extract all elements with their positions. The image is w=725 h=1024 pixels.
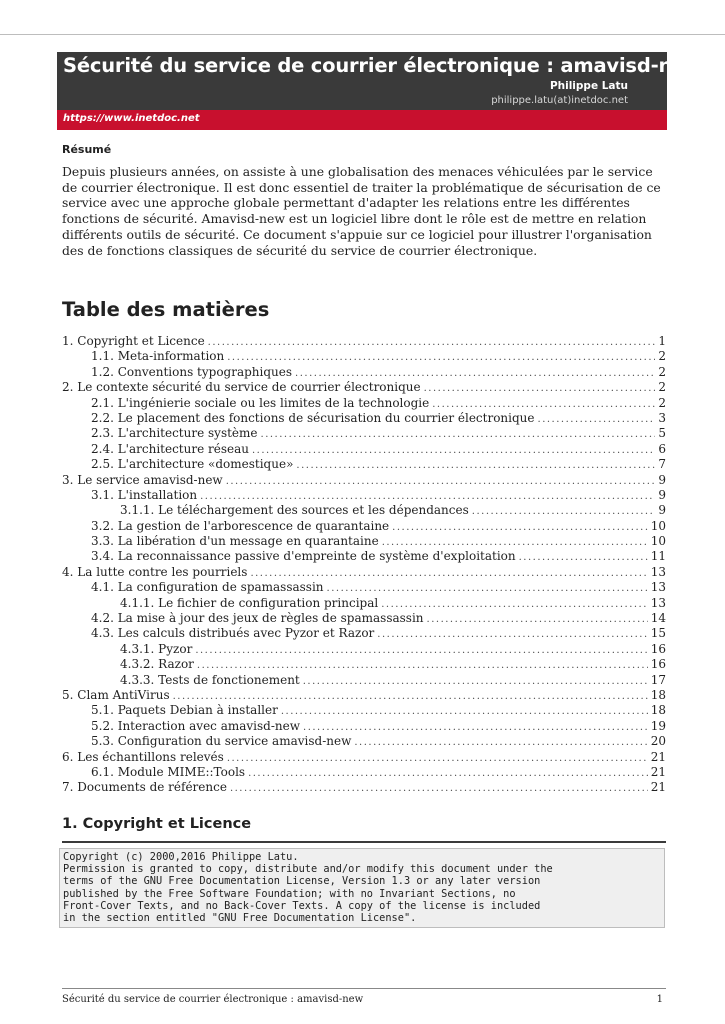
toc-entry[interactable] — [62, 565, 666, 580]
toc-leader-dots — [227, 753, 648, 764]
toc-leader-dots — [432, 399, 655, 410]
toc-entry-label[interactable]: 4.2. La mise à jour des jeux de règles de spamassassin — [91, 611, 424, 626]
toc-title: Table des matières — [62, 298, 270, 321]
toc-entry-page[interactable]: 21 — [650, 749, 666, 764]
toc-entry[interactable] — [62, 765, 666, 780]
document-header — [57, 52, 704, 110]
toc-leader-dots — [327, 583, 648, 594]
toc-entry[interactable] — [62, 673, 666, 688]
toc-entry-label[interactable]: 5.1. Paquets Debian à installer — [91, 703, 278, 718]
toc-entry-page[interactable]: 20 — [650, 734, 666, 749]
toc-leader-dots — [281, 706, 648, 717]
footer-rule — [62, 988, 666, 989]
toc-entry-page[interactable]: 18 — [650, 703, 666, 718]
toc-entry-page[interactable]: 7 — [658, 457, 666, 472]
toc-leader-dots — [227, 352, 655, 363]
toc-entry[interactable] — [62, 780, 666, 795]
toc-entry-label[interactable]: 1.2. Conventions typographiques — [91, 364, 293, 379]
toc-entry-page[interactable]: 13 — [650, 580, 666, 595]
toc-entry-label[interactable]: 1.1. Meta-information — [91, 349, 225, 364]
toc-leader-dots — [248, 768, 648, 779]
toc-entry-label[interactable]: 3.3. La libération d'un message en quarantaine — [91, 534, 379, 549]
toc-leader-dots — [250, 568, 647, 579]
abstract-body: Depuis plusieurs années, on assiste à une globalisation des menaces véhiculées par le service de courrier électronique. Il est donc essentiel de traiter la problématique de sécurisation de ce service avec une approche globale permettant d'adapter les relations entre les différentes fonctions de sécurité. Amavisd-new est un logiciel libre dont le rôle est de mettre en relation différents outils de sécurité. Ce document s'appuie sur ce logiciel pour illustrer l'organisation des de fonctions classiques de sécurité du service de courrier électronique. — [62, 164, 661, 258]
toc-entry[interactable] — [62, 426, 666, 441]
toc-leader-dots — [200, 491, 655, 502]
toc-entry[interactable] — [62, 596, 666, 611]
toc-entry-page[interactable]: 9 — [658, 503, 666, 518]
toc-entry[interactable] — [62, 688, 666, 703]
toc-entry-page[interactable]: 9 — [658, 472, 666, 487]
toc-entry[interactable] — [62, 626, 666, 641]
toc-leader-dots — [295, 368, 655, 379]
section-rule — [62, 841, 666, 843]
toc-leader-dots — [354, 737, 647, 748]
toc-entry[interactable] — [62, 611, 666, 626]
website-link[interactable]: https://www.inetdoc.net — [63, 113, 200, 124]
toc-entry[interactable] — [62, 411, 666, 426]
toc-entry-page[interactable]: 19 — [650, 718, 666, 733]
toc-entry[interactable] — [62, 396, 666, 411]
toc-entry[interactable] — [62, 365, 666, 380]
toc-entry-page[interactable]: 1 — [658, 334, 666, 348]
toc-entry[interactable] — [62, 519, 666, 534]
toc-entry-page[interactable]: 10 — [650, 518, 666, 533]
toc-entry[interactable] — [62, 657, 666, 672]
toc-entry-label[interactable]: 4.1.1. Le fichier de configuration principal — [120, 595, 379, 610]
toc-leader-dots — [195, 645, 647, 656]
toc-entry-page[interactable]: 18 — [650, 687, 666, 702]
toc-leader-dots — [208, 337, 656, 348]
toc-entry-label[interactable]: 5.3. Configuration du service amavisd-new — [91, 734, 352, 749]
toc-entry-label[interactable]: 3.1.1. Le téléchargement des sources et les dépendances — [120, 503, 469, 518]
toc-entry-label[interactable]: 4. La lutte contre les pourriels — [62, 564, 248, 579]
abstract-title: Résumé — [62, 143, 112, 156]
footer-title: Sécurité du service de courrier électronique : amavisd-new — [62, 994, 364, 1005]
toc-leader-dots — [197, 660, 648, 671]
toc-entry-page[interactable]: 11 — [650, 549, 666, 564]
toc-entry-label[interactable]: 7. Documents de référence — [62, 780, 227, 795]
footer-page-number: 1 — [656, 994, 663, 1005]
toc-leader-dots — [424, 383, 656, 394]
toc-leader-dots — [392, 522, 648, 533]
toc-leader-dots — [226, 476, 656, 487]
toc-entry[interactable] — [62, 380, 666, 395]
toc-leader-dots — [519, 552, 648, 563]
toc-entry-label[interactable]: 4.1. La configuration de spamassassin — [91, 580, 324, 595]
toc-entry-label[interactable]: 1. Copyright et Licence — [62, 334, 205, 348]
author-email: philippe.latu(at)inetdoc.net — [491, 95, 628, 106]
toc-entry-label[interactable]: 4.3. Les calculs distribués avec Pyzor et Razor — [91, 626, 375, 641]
toc-entry-page[interactable]: 13 — [650, 595, 666, 610]
toc-entry[interactable] — [62, 534, 666, 549]
toc-entry[interactable] — [62, 734, 666, 749]
toc-entry-page[interactable]: 16 — [650, 641, 666, 656]
toc-entry-page[interactable]: 2 — [658, 364, 666, 379]
toc-entry-label[interactable]: 3.4. La reconnaissance passive d'empreinte de système d'exploitation — [91, 549, 516, 564]
license-text: Copyright (c) 2000,2016 Philippe Latu. Permission is granted to copy, distribute and/or modify this document under the terms of the GNU Free Documentation License, Version 1.3 or any later version published by the Free Software Foundation; with no Invariant Sections, no Front-Cover Texts, and no Back-Cover Texts. A copy of the license is included in the section entitled "GNU Free Documentation License". — [59, 848, 665, 928]
toc-leader-dots — [538, 414, 656, 425]
toc-leader-dots — [296, 460, 655, 471]
toc-entry-label[interactable]: 2.1. L'ingénierie sociale ou les limites de la technologie — [91, 395, 430, 410]
toc-entry-page[interactable]: 2 — [658, 349, 666, 364]
toc-entry[interactable] — [62, 503, 666, 518]
toc-leader-dots — [303, 676, 648, 687]
toc-leader-dots — [472, 506, 656, 517]
toc-entry-label[interactable]: 6.1. Module MIME::Tools — [91, 764, 246, 779]
author-name: Philippe Latu — [549, 80, 628, 92]
toc-entry-label[interactable]: 4.3.3. Tests de fonctionement — [120, 672, 300, 687]
toc-entry-page[interactable]: 17 — [650, 672, 666, 687]
toc-leader-dots — [173, 691, 648, 702]
toc-entry-label[interactable]: 5.2. Interaction avec amavisd-new — [91, 718, 301, 733]
toc-entry[interactable] — [62, 473, 666, 488]
toc-leader-dots — [381, 599, 648, 610]
toc-entry-page[interactable]: 21 — [650, 764, 666, 779]
toc-leader-dots — [303, 722, 648, 733]
toc-entry[interactable] — [62, 457, 666, 472]
toc-entry-label[interactable]: 4.3.2. Razor — [120, 657, 194, 672]
toc-entry[interactable] — [62, 442, 666, 457]
toc-entry-label[interactable]: 2.2. Le placement des fonctions de sécurisation du courrier électronique — [91, 410, 535, 425]
toc-leader-dots — [427, 614, 648, 625]
toc-entry-label[interactable]: 3.1. L'installation — [91, 487, 198, 502]
toc-entry[interactable] — [62, 488, 666, 503]
toc-leader-dots — [261, 429, 656, 440]
toc-entry-label[interactable]: 6. Les échantillons relevés — [62, 749, 224, 764]
toc-entry-label[interactable]: 3.2. La gestion de l'arborescence de quarantaine — [91, 518, 390, 533]
toc-entry-page[interactable]: 2 — [658, 395, 666, 410]
toc-entry-page[interactable]: 14 — [650, 611, 666, 626]
toc-entry-label[interactable]: 2.4. L'architecture réseau — [91, 441, 249, 456]
toc-entry[interactable] — [62, 642, 666, 657]
toc-entry[interactable] — [62, 703, 666, 718]
toc-entry-label[interactable]: 2. Le contexte sécurité du service de courrier électronique — [62, 380, 421, 395]
toc-entry-label[interactable]: 2.3. L'architecture système — [91, 426, 258, 441]
toc-entry-page[interactable]: 10 — [650, 534, 666, 549]
toc-leader-dots — [230, 783, 648, 794]
toc-entry-page[interactable]: 13 — [650, 564, 666, 579]
toc-entry-page[interactable]: 2 — [658, 380, 666, 395]
toc-entry-page[interactable]: 21 — [650, 780, 666, 795]
toc-entry-page[interactable]: 16 — [650, 657, 666, 672]
toc-entry[interactable] — [62, 719, 666, 734]
toc-entry-page[interactable]: 9 — [658, 487, 666, 502]
toc-entry-label[interactable]: 5. Clam AntiVirus — [62, 687, 170, 702]
top-rule — [0, 34, 725, 35]
toc-entry-page[interactable]: 3 — [658, 410, 666, 425]
toc-leader-dots — [382, 537, 648, 548]
section-title: 1. Copyright et Licence — [62, 816, 252, 832]
toc-entry[interactable] — [62, 349, 666, 364]
toc-entry[interactable] — [62, 334, 666, 349]
toc-entry-label[interactable]: 4.3.1. Pyzor — [120, 641, 193, 656]
url-bar — [57, 110, 667, 130]
toc-entry[interactable] — [62, 580, 666, 595]
toc-entry-page[interactable]: 5 — [658, 426, 666, 441]
toc-entry[interactable] — [62, 750, 666, 765]
toc-entry[interactable] — [62, 549, 666, 564]
document-title: Sécurité du service de courrier électronique : amavisd-new — [63, 54, 704, 77]
toc-entry-label[interactable]: 3. Le service amavisd-new — [62, 472, 223, 487]
toc-leader-dots — [377, 629, 647, 640]
toc-entry-label[interactable]: 2.5. L'architecture «domestique» — [91, 457, 294, 472]
table-of-contents — [62, 334, 666, 796]
toc-leader-dots — [252, 445, 655, 456]
toc-entry-page[interactable]: 15 — [650, 626, 666, 641]
toc-entry-page[interactable]: 6 — [658, 441, 666, 456]
